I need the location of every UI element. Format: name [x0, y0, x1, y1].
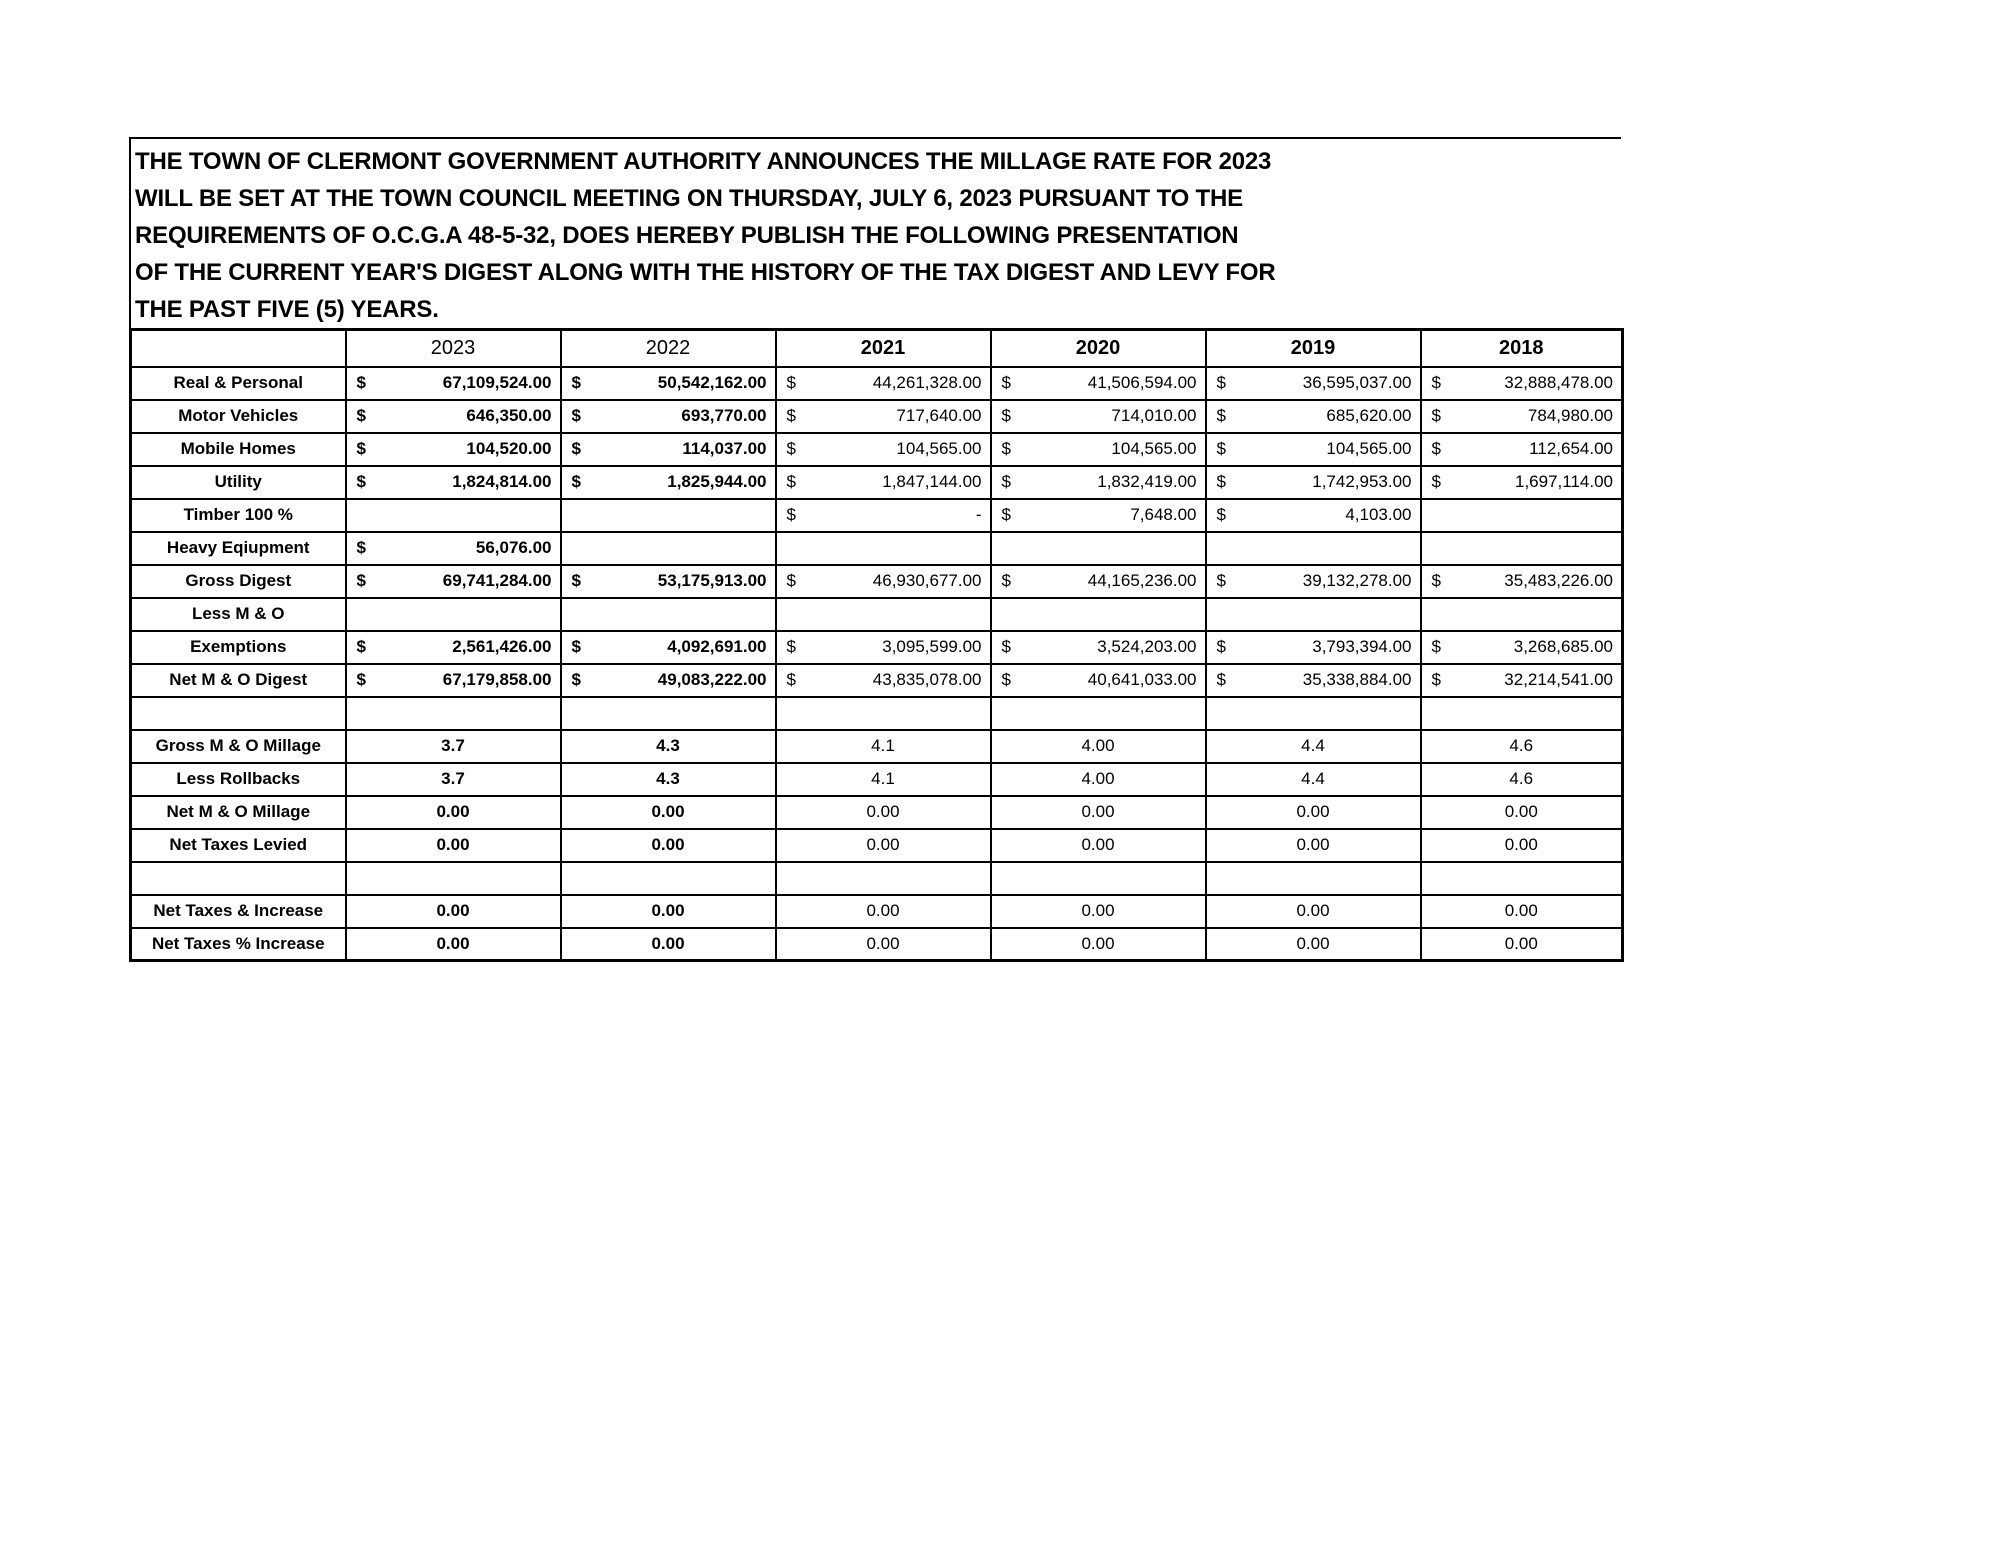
dollar-sign: $: [1431, 406, 1441, 425]
blank-cell: [561, 862, 776, 895]
value-cell: 4.3: [561, 730, 776, 763]
value-cell: 0.00: [561, 829, 776, 862]
money-cell: [776, 631, 991, 664]
money-cell: [1421, 565, 1623, 598]
money-cell: [1421, 367, 1623, 400]
amount-value: 3,268,685.00: [1513, 637, 1613, 656]
blank-cell: [776, 697, 991, 730]
money-cell: [1206, 532, 1421, 565]
row-label: Gross Digest: [131, 565, 346, 598]
row-label: [131, 697, 346, 730]
dollar-sign: $: [786, 406, 796, 425]
value-cell: 0.00: [1206, 829, 1421, 862]
amount-value: 2,561,426.00: [452, 637, 552, 656]
value-cell: 4.6: [1421, 763, 1623, 796]
dollar-sign: $: [1431, 472, 1441, 491]
row-label: Net Taxes % Increase: [131, 928, 346, 961]
amount-value: -: [975, 505, 982, 524]
money-cell: [1421, 466, 1623, 499]
amount-value: 43,835,078.00: [872, 670, 982, 689]
value-cell: 4.00: [991, 763, 1206, 796]
blank-cell: [346, 862, 561, 895]
row-label: Heavy Eqiupment: [131, 532, 346, 565]
money-cell: [1421, 598, 1623, 631]
amount-value: 3,793,394.00: [1312, 637, 1412, 656]
money-cell: [346, 367, 561, 400]
value-cell: 0.00: [1421, 895, 1623, 928]
value-cell: 0.00: [776, 829, 991, 862]
amount-value: 41,506,594.00: [1087, 373, 1197, 392]
dollar-sign: $: [356, 571, 366, 590]
dollar-sign: $: [356, 670, 366, 689]
dollar-sign: $: [571, 439, 581, 458]
dollar-sign: $: [571, 670, 581, 689]
money-cell: [991, 499, 1206, 532]
money-cell: [991, 565, 1206, 598]
row-label: Gross M & O Millage: [131, 730, 346, 763]
value-cell: 0.00: [1206, 796, 1421, 829]
row-label: [131, 862, 346, 895]
money-cell: [776, 532, 991, 565]
table-row: [131, 730, 1623, 763]
value-cell: 0.00: [1206, 928, 1421, 961]
money-cell: [561, 400, 776, 433]
money-cell: [561, 433, 776, 466]
dollar-sign: $: [786, 373, 796, 392]
value-cell: 0.00: [776, 895, 991, 928]
money-cell: [1421, 433, 1623, 466]
blank-cell: [991, 862, 1206, 895]
amount-value: 40,641,033.00: [1087, 670, 1197, 689]
amount-value: 50,542,162.00: [657, 373, 767, 392]
amount-value: 3,524,203.00: [1097, 637, 1197, 656]
amount-value: 36,595,037.00: [1302, 373, 1412, 392]
table-row: [131, 697, 1623, 730]
money-cell: [1206, 664, 1421, 697]
value-cell: 4.4: [1206, 763, 1421, 796]
money-cell: [991, 631, 1206, 664]
value-cell: 4.1: [776, 763, 991, 796]
table-row: [131, 796, 1623, 829]
dollar-sign: $: [1431, 571, 1441, 590]
money-cell: [1206, 565, 1421, 598]
money-cell: [991, 367, 1206, 400]
money-cell: [561, 532, 776, 565]
dollar-sign: $: [1001, 406, 1011, 425]
money-cell: [346, 598, 561, 631]
amount-value: 112,654.00: [1529, 439, 1613, 458]
table-row: [131, 367, 1623, 400]
dollar-sign: $: [571, 373, 581, 392]
row-label: Net Taxes Levied: [131, 829, 346, 862]
table-row: [131, 763, 1623, 796]
amount-value: 49,083,222.00: [657, 670, 767, 689]
money-cell: [346, 499, 561, 532]
amount-value: 1,847,144.00: [882, 472, 982, 491]
money-cell: [346, 532, 561, 565]
money-cell: [561, 631, 776, 664]
value-cell: 4.4: [1206, 730, 1421, 763]
money-cell: [991, 466, 1206, 499]
money-cell: [346, 664, 561, 697]
amount-value: 1,825,944.00: [667, 472, 767, 491]
table-row: [131, 631, 1623, 664]
row-label: Net M & O Millage: [131, 796, 346, 829]
header-corner-cell: [131, 330, 346, 367]
year-header-row: [131, 330, 1623, 367]
amount-value: 1,832,419.00: [1097, 472, 1197, 491]
amount-value: 67,179,858.00: [442, 670, 552, 689]
amount-value: 35,483,226.00: [1504, 571, 1613, 590]
money-cell: [346, 631, 561, 664]
blank-cell: [1206, 862, 1421, 895]
table-row: [131, 466, 1623, 499]
row-label: Net Taxes & Increase: [131, 895, 346, 928]
value-cell: 0.00: [346, 829, 561, 862]
dollar-sign: $: [1001, 637, 1011, 656]
value-cell: 0.00: [346, 928, 561, 961]
value-cell: 4.3: [561, 763, 776, 796]
heading-line-5: THE PAST FIVE (5) YEARS.: [135, 296, 439, 323]
dollar-sign: $: [571, 472, 581, 491]
dollar-sign: $: [1001, 472, 1011, 491]
dollar-sign: $: [571, 406, 581, 425]
amount-value: 56,076.00: [475, 538, 552, 557]
row-label: Mobile Homes: [131, 433, 346, 466]
table-row: [131, 829, 1623, 862]
amount-value: 685,620.00: [1326, 406, 1412, 425]
heading-line-4: OF THE CURRENT YEAR'S DIGEST ALONG WITH THE HISTORY OF THE TAX DIGEST AND LEVY FOR: [135, 259, 1276, 286]
blank-cell: [561, 697, 776, 730]
value-cell: 0.00: [346, 895, 561, 928]
value-cell: 4.6: [1421, 730, 1623, 763]
money-cell: [1421, 499, 1623, 532]
value-cell: 0.00: [1206, 895, 1421, 928]
amount-value: 3,095,599.00: [882, 637, 982, 656]
money-cell: [1206, 499, 1421, 532]
blank-cell: [1421, 862, 1623, 895]
value-cell: 0.00: [561, 928, 776, 961]
dollar-sign: $: [1216, 505, 1226, 524]
dollar-sign: $: [1216, 373, 1226, 392]
dollar-sign: $: [1431, 373, 1441, 392]
amount-value: 53,175,913.00: [657, 571, 767, 590]
table-row: [131, 400, 1623, 433]
table-row: [131, 664, 1623, 697]
dollar-sign: $: [356, 406, 366, 425]
value-cell: 0.00: [1421, 796, 1623, 829]
amount-value: 717,640.00: [896, 406, 982, 425]
dollar-sign: $: [786, 637, 796, 656]
value-cell: 0.00: [991, 928, 1206, 961]
amount-value: 1,824,814.00: [452, 472, 552, 491]
table-row: [131, 565, 1623, 598]
table-row: [131, 862, 1623, 895]
dollar-sign: $: [356, 373, 366, 392]
table-row: [131, 895, 1623, 928]
money-cell: [346, 433, 561, 466]
amount-value: 4,092,691.00: [667, 637, 767, 656]
money-cell: [561, 367, 776, 400]
amount-value: 69,741,284.00: [442, 571, 552, 590]
dollar-sign: $: [356, 472, 366, 491]
value-cell: 0.00: [1421, 829, 1623, 862]
dollar-sign: $: [356, 439, 366, 458]
dollar-sign: $: [1001, 505, 1011, 524]
table-row: [131, 433, 1623, 466]
dollar-sign: $: [1216, 571, 1226, 590]
value-cell: 0.00: [991, 796, 1206, 829]
row-label: Less M & O: [131, 598, 346, 631]
row-label: Real & Personal: [131, 367, 346, 400]
value-cell: 0.00: [991, 895, 1206, 928]
dollar-sign: $: [786, 670, 796, 689]
amount-value: 104,565.00: [1326, 439, 1412, 458]
value-cell: 4.1: [776, 730, 991, 763]
dollar-sign: $: [571, 571, 581, 590]
row-label: Exemptions: [131, 631, 346, 664]
amount-value: 114,037.00: [682, 439, 767, 458]
money-cell: [1206, 598, 1421, 631]
amount-value: 7,648.00: [1130, 505, 1197, 524]
dollar-sign: $: [1001, 439, 1011, 458]
value-cell: 0.00: [561, 796, 776, 829]
year-header-3: 2020: [991, 330, 1206, 367]
money-cell: [561, 664, 776, 697]
amount-value: 693,770.00: [681, 406, 767, 425]
amount-value: 104,565.00: [1111, 439, 1197, 458]
value-cell: 4.00: [991, 730, 1206, 763]
amount-value: 4,103.00: [1345, 505, 1412, 524]
money-cell: [776, 466, 991, 499]
value-cell: 3.7: [346, 763, 561, 796]
money-cell: [991, 532, 1206, 565]
dollar-sign: $: [1216, 439, 1226, 458]
money-cell: [776, 433, 991, 466]
value-cell: 0.00: [991, 829, 1206, 862]
heading-line-3: REQUIREMENTS OF O.C.G.A 48-5-32, DOES HEREBY PUBLISH THE FOLLOWING PRESENTATION: [135, 222, 1239, 249]
blank-cell: [346, 697, 561, 730]
money-cell: [561, 466, 776, 499]
millage-notice-sheet: [129, 137, 1621, 962]
money-cell: [776, 400, 991, 433]
money-cell: [776, 598, 991, 631]
dollar-sign: $: [1001, 670, 1011, 689]
dollar-sign: $: [1216, 670, 1226, 689]
year-header-4: 2019: [1206, 330, 1421, 367]
money-cell: [1421, 400, 1623, 433]
amount-value: 1,697,114.00: [1515, 472, 1613, 491]
dollar-sign: $: [786, 505, 796, 524]
money-cell: [991, 664, 1206, 697]
money-cell: [991, 433, 1206, 466]
dollar-sign: $: [356, 637, 366, 656]
amount-value: 646,350.00: [466, 406, 552, 425]
dollar-sign: $: [1431, 637, 1441, 656]
money-cell: [1421, 532, 1623, 565]
tax-digest-table: [129, 328, 1624, 962]
money-cell: [776, 499, 991, 532]
dollar-sign: $: [356, 538, 366, 557]
amount-value: 104,565.00: [896, 439, 982, 458]
year-header-5: 2018: [1421, 330, 1623, 367]
money-cell: [1206, 466, 1421, 499]
year-header-2: 2021: [776, 330, 991, 367]
money-cell: [346, 400, 561, 433]
value-cell: 0.00: [346, 796, 561, 829]
money-cell: [991, 400, 1206, 433]
year-header-0: 2023: [346, 330, 561, 367]
amount-value: 39,132,278.00: [1302, 571, 1412, 590]
amount-value: 32,888,478.00: [1504, 373, 1613, 392]
value-cell: 3.7: [346, 730, 561, 763]
amount-value: 104,520.00: [466, 439, 552, 458]
money-cell: [1421, 664, 1623, 697]
dollar-sign: $: [786, 472, 796, 491]
dollar-sign: $: [786, 439, 796, 458]
blank-cell: [1206, 697, 1421, 730]
dollar-sign: $: [1431, 439, 1441, 458]
dollar-sign: $: [1216, 472, 1226, 491]
money-cell: [1206, 433, 1421, 466]
money-cell: [776, 664, 991, 697]
amount-value: 44,261,328.00: [872, 373, 982, 392]
money-cell: [1421, 631, 1623, 664]
table-row: [131, 598, 1623, 631]
amount-value: 714,010.00: [1111, 406, 1197, 425]
row-label: Net M & O Digest: [131, 664, 346, 697]
dollar-sign: $: [786, 571, 796, 590]
year-header-1: 2022: [561, 330, 776, 367]
row-label: Less Rollbacks: [131, 763, 346, 796]
amount-value: 1,742,953.00: [1312, 472, 1412, 491]
heading-line-2: WILL BE SET AT THE TOWN COUNCIL MEETING ON THURSDAY, JULY 6, 2023 PURSUANT TO THE: [135, 185, 1243, 212]
table-row: [131, 499, 1623, 532]
dollar-sign: $: [1216, 406, 1226, 425]
money-cell: [561, 499, 776, 532]
heading-line-1: THE TOWN OF CLERMONT GOVERNMENT AUTHORITY ANNOUNCES THE MILLAGE RATE FOR 2023: [135, 148, 1272, 175]
money-cell: [1206, 631, 1421, 664]
value-cell: 0.00: [776, 928, 991, 961]
table-row: [131, 532, 1623, 565]
money-cell: [561, 598, 776, 631]
row-label: Utility: [131, 466, 346, 499]
money-cell: [776, 367, 991, 400]
dollar-sign: $: [1431, 670, 1441, 689]
money-cell: [561, 565, 776, 598]
dollar-sign: $: [1216, 637, 1226, 656]
money-cell: [776, 565, 991, 598]
blank-cell: [1421, 697, 1623, 730]
money-cell: [1206, 400, 1421, 433]
dollar-sign: $: [571, 637, 581, 656]
value-cell: 0.00: [776, 796, 991, 829]
money-cell: [346, 565, 561, 598]
dollar-sign: $: [1001, 373, 1011, 392]
blank-cell: [991, 697, 1206, 730]
money-cell: [1206, 367, 1421, 400]
row-label: Timber 100 %: [131, 499, 346, 532]
amount-value: 67,109,524.00: [442, 373, 552, 392]
amount-value: 44,165,236.00: [1087, 571, 1197, 590]
table-row: [131, 928, 1623, 961]
money-cell: [991, 598, 1206, 631]
money-cell: [346, 466, 561, 499]
value-cell: 0.00: [1421, 928, 1623, 961]
amount-value: 46,930,677.00: [872, 571, 982, 590]
row-label: Motor Vehicles: [131, 400, 346, 433]
amount-value: 32,214,541.00: [1504, 670, 1613, 689]
amount-value: 35,338,884.00: [1302, 670, 1412, 689]
dollar-sign: $: [1001, 571, 1011, 590]
amount-value: 784,980.00: [1527, 406, 1613, 425]
notice-heading: [129, 137, 1621, 328]
blank-cell: [776, 862, 991, 895]
value-cell: 0.00: [561, 895, 776, 928]
